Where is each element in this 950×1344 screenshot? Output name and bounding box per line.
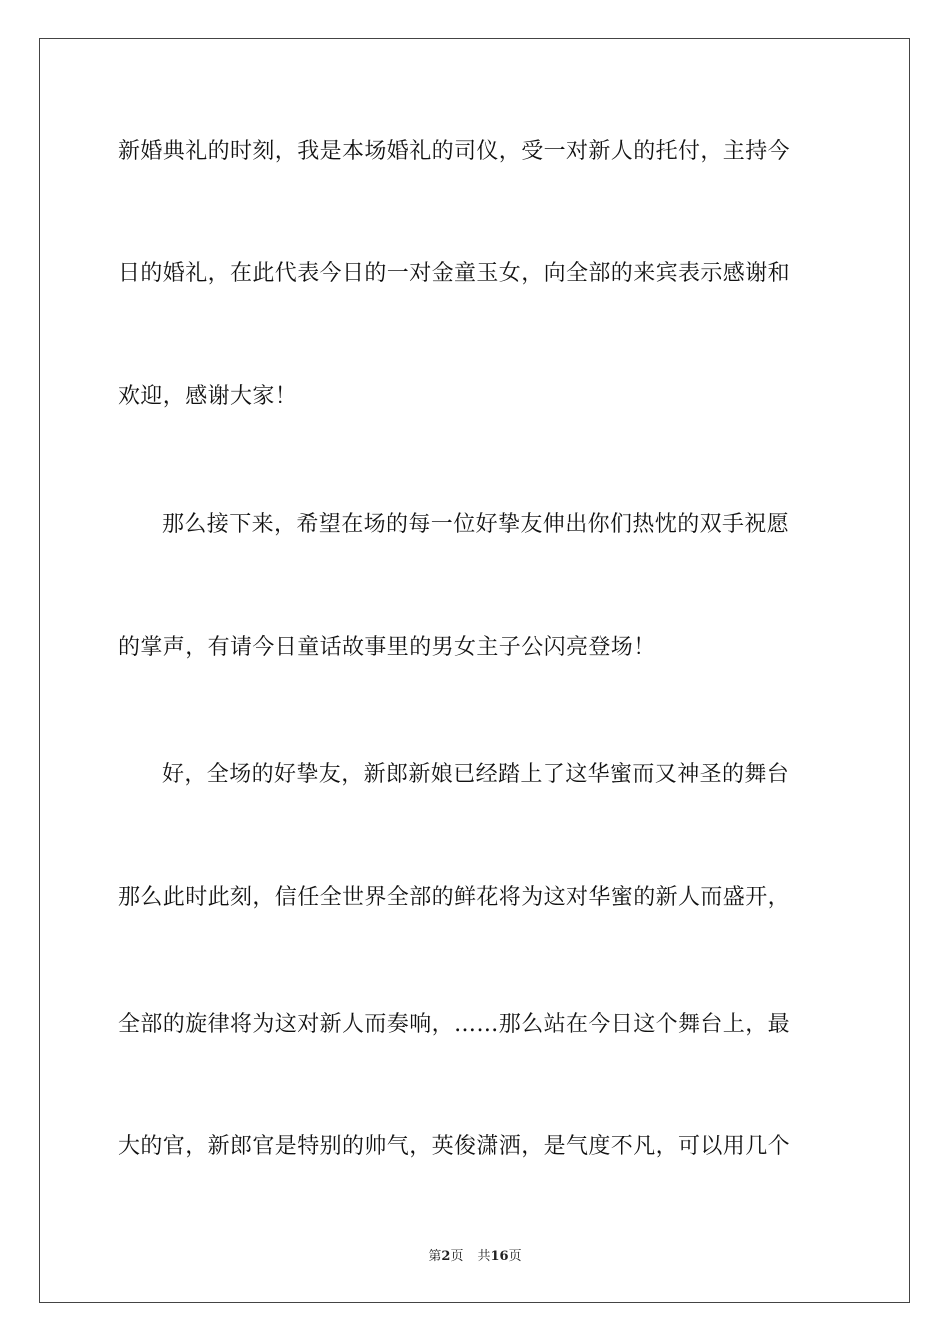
text-line-2: 日的婚礼，在此代表今日的一对金童玉女，向全部的来宾表示感谢和 <box>118 261 791 286</box>
footer-page-prefix: 第 <box>428 1249 442 1264</box>
footer-total-suffix: 页 <box>508 1249 522 1264</box>
footer-page-number: 2 <box>441 1249 451 1264</box>
text-line-4: 那么接下来，希望在场的每一位好挚友伸出你们热忱的双手祝愿 <box>162 512 790 537</box>
text-line-9: 大的官，新郎官是特别的帅气，英俊潇洒，是气度不凡，可以用几个 <box>118 1134 791 1159</box>
text-line-3: 欢迎，感谢大家！ <box>118 384 298 409</box>
page-frame <box>39 38 910 1303</box>
footer-total-number: 16 <box>490 1249 509 1264</box>
text-line-6: 好，全场的好挚友，新郎新娘已经踏上了这华蜜而又神圣的舞台 <box>162 762 790 787</box>
text-line-5: 的掌声，有请今日童话故事里的男女主子公闪亮登场！ <box>118 635 656 660</box>
text-line-1: 新婚典礼的时刻，我是本场婚礼的司仪，受一对新人的托付，主持今 <box>118 139 791 164</box>
text-line-8: 全部的旋律将为这对新人而奏响，……那么站在今日这个舞台上，最 <box>118 1012 791 1037</box>
footer-page-suffix: 页 <box>450 1249 464 1264</box>
page-footer <box>0 1248 950 1266</box>
footer-total-prefix: 共 <box>477 1249 491 1264</box>
text-line-7: 那么此时此刻，信任全世界全部的鲜花将为这对华蜜的新人而盛开， <box>118 885 791 910</box>
